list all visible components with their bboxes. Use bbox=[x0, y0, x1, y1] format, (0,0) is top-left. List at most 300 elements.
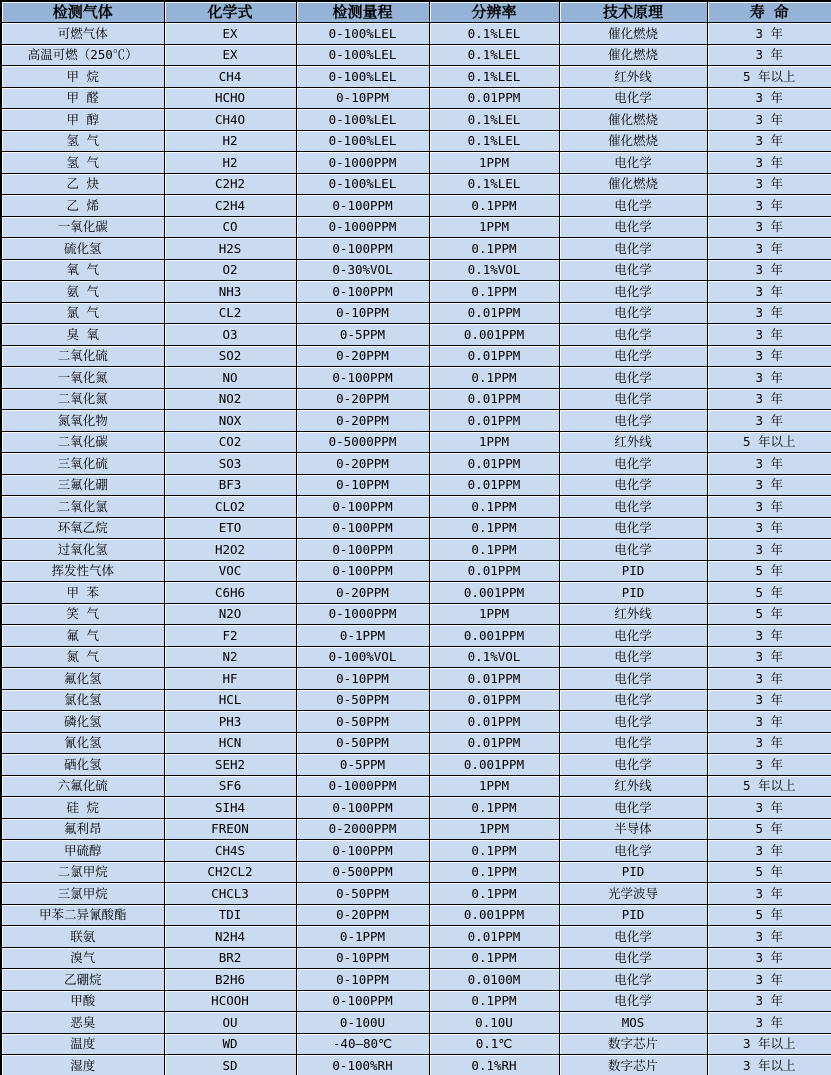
table-cell: 电化学 bbox=[559, 797, 707, 819]
table-cell: 0-20PPM bbox=[296, 388, 429, 410]
table-cell: 0-1000PPM bbox=[296, 603, 429, 625]
table-cell: 0-1000PPM bbox=[296, 216, 429, 238]
table-cell: 3 年 bbox=[707, 926, 831, 948]
table-row bbox=[1, 195, 831, 217]
table-cell: 3 年 bbox=[707, 302, 831, 324]
table-cell: 红外线 bbox=[559, 775, 707, 797]
table-row bbox=[1, 496, 831, 518]
table-cell: 0.01PPM bbox=[429, 474, 559, 496]
table-cell: 0-20PPM bbox=[296, 904, 429, 926]
table-cell: 电化学 bbox=[559, 496, 707, 518]
table-cell: 0-10PPM bbox=[296, 302, 429, 324]
table-cell: FREON bbox=[164, 818, 296, 840]
table-cell: 0.1PPM bbox=[429, 990, 559, 1012]
table-cell: 0-100%LEL bbox=[296, 66, 429, 88]
table-cell: 0-100PPM bbox=[296, 195, 429, 217]
table-cell: 3 年 bbox=[707, 732, 831, 754]
table-row bbox=[1, 23, 831, 45]
table-cell: 0-100PPM bbox=[296, 238, 429, 260]
table-cell: 3 年 bbox=[707, 711, 831, 733]
table-cell: 磷化氢 bbox=[1, 711, 164, 733]
table-cell: 电化学 bbox=[559, 668, 707, 690]
table-cell: ETO bbox=[164, 517, 296, 539]
table-cell: TDI bbox=[164, 904, 296, 926]
table-row bbox=[1, 345, 831, 367]
table-cell: 电化学 bbox=[559, 367, 707, 389]
table-row bbox=[1, 216, 831, 238]
table-row bbox=[1, 990, 831, 1012]
table-cell: 3 年 bbox=[707, 990, 831, 1012]
table-row bbox=[1, 281, 831, 303]
table-cell: 0.1%LEL bbox=[429, 130, 559, 152]
table-cell: 0.01PPM bbox=[429, 302, 559, 324]
table-row bbox=[1, 797, 831, 819]
table-cell: 0.01PPM bbox=[429, 732, 559, 754]
table-cell: 3 年 bbox=[707, 754, 831, 776]
table-cell: 0.1PPM bbox=[429, 367, 559, 389]
column-header-2: 检测量程 bbox=[296, 1, 429, 23]
table-cell: 3 年 bbox=[707, 474, 831, 496]
table-cell: 0-5000PPM bbox=[296, 431, 429, 453]
table-cell: PID bbox=[559, 904, 707, 926]
table-cell: 3 年 bbox=[707, 324, 831, 346]
table-cell: CO bbox=[164, 216, 296, 238]
table-cell: C6H6 bbox=[164, 582, 296, 604]
table-cell: SIH4 bbox=[164, 797, 296, 819]
table-row bbox=[1, 388, 831, 410]
table-cell: 0-50PPM bbox=[296, 689, 429, 711]
table-cell: 氰化氢 bbox=[1, 732, 164, 754]
table-cell: 0-100%LEL bbox=[296, 130, 429, 152]
table-cell: 0-1PPM bbox=[296, 926, 429, 948]
table-cell: 0-10PPM bbox=[296, 947, 429, 969]
table-cell: 三氟化硼 bbox=[1, 474, 164, 496]
table-cell: 0-100PPM bbox=[296, 496, 429, 518]
table-cell: PID bbox=[559, 560, 707, 582]
table-row bbox=[1, 904, 831, 926]
table-cell: 0.01PPM bbox=[429, 87, 559, 109]
table-cell: 氟 气 bbox=[1, 625, 164, 647]
table-cell: 电化学 bbox=[559, 517, 707, 539]
table-cell: 3 年 bbox=[707, 173, 831, 195]
table-cell: 0.01PPM bbox=[429, 926, 559, 948]
table-cell: 0.1%LEL bbox=[429, 173, 559, 195]
table-cell: 0.1%RH bbox=[429, 1055, 559, 1075]
table-cell: 0-100%LEL bbox=[296, 109, 429, 131]
table-cell: 0-100%VOL bbox=[296, 646, 429, 668]
table-cell: NO bbox=[164, 367, 296, 389]
table-cell: 3 年 bbox=[707, 947, 831, 969]
table-cell: 电化学 bbox=[559, 388, 707, 410]
table-cell: 0-10PPM bbox=[296, 969, 429, 991]
table-cell: 电化学 bbox=[559, 689, 707, 711]
table-cell: 0.1%LEL bbox=[429, 66, 559, 88]
table-cell: 电化学 bbox=[559, 152, 707, 174]
table-cell: 3 年 bbox=[707, 238, 831, 260]
table-cell: 催化燃烧 bbox=[559, 109, 707, 131]
table-cell: 恶臭 bbox=[1, 1012, 164, 1034]
table-cell: 甲硫醇 bbox=[1, 840, 164, 862]
table-row bbox=[1, 431, 831, 453]
table-cell: 乙 烯 bbox=[1, 195, 164, 217]
table-cell: 5 年 bbox=[707, 582, 831, 604]
table-cell: 电化学 bbox=[559, 345, 707, 367]
table-cell: 0-100PPM bbox=[296, 840, 429, 862]
table-cell: 催化燃烧 bbox=[559, 173, 707, 195]
table-row bbox=[1, 1033, 831, 1055]
table-row bbox=[1, 453, 831, 475]
table-cell: H2O2 bbox=[164, 539, 296, 561]
table-cell: 红外线 bbox=[559, 431, 707, 453]
table-cell: 3 年 bbox=[707, 23, 831, 45]
table-cell: 挥发性气体 bbox=[1, 560, 164, 582]
table-cell: 电化学 bbox=[559, 259, 707, 281]
table-cell: 5 年 bbox=[707, 560, 831, 582]
table-cell: 0.001PPM bbox=[429, 582, 559, 604]
table-cell: 0.1PPM bbox=[429, 238, 559, 260]
table-cell: 0-10PPM bbox=[296, 474, 429, 496]
table-cell: MOS bbox=[559, 1012, 707, 1034]
table-cell: BF3 bbox=[164, 474, 296, 496]
table-cell: 溴气 bbox=[1, 947, 164, 969]
table-cell: 3 年 bbox=[707, 345, 831, 367]
table-row bbox=[1, 668, 831, 690]
table-cell: CH2CL2 bbox=[164, 861, 296, 883]
table-cell: H2 bbox=[164, 130, 296, 152]
table-cell: 0-20PPM bbox=[296, 453, 429, 475]
table-cell: 3 年 bbox=[707, 130, 831, 152]
table-cell: 0.1%LEL bbox=[429, 44, 559, 66]
table-cell: 5 年 bbox=[707, 603, 831, 625]
table-cell: 0.1%VOL bbox=[429, 259, 559, 281]
table-cell: 二氧化碳 bbox=[1, 431, 164, 453]
table-row bbox=[1, 302, 831, 324]
table-row bbox=[1, 173, 831, 195]
table-cell: SEH2 bbox=[164, 754, 296, 776]
table-cell: 3 年 bbox=[707, 44, 831, 66]
table-cell: 0-10PPM bbox=[296, 668, 429, 690]
table-cell: CO2 bbox=[164, 431, 296, 453]
column-header-5: 寿 命 bbox=[707, 1, 831, 23]
table-cell: 硫化氢 bbox=[1, 238, 164, 260]
table-row bbox=[1, 883, 831, 905]
table-cell: 3 年 bbox=[707, 689, 831, 711]
table-cell: 0.1PPM bbox=[429, 539, 559, 561]
table-cell: 3 年 bbox=[707, 367, 831, 389]
table-cell: 0-2000PPM bbox=[296, 818, 429, 840]
table-cell: 0.1%LEL bbox=[429, 23, 559, 45]
table-cell: N2H4 bbox=[164, 926, 296, 948]
table-cell: 3 年 bbox=[707, 646, 831, 668]
table-cell: 联氨 bbox=[1, 926, 164, 948]
table-row bbox=[1, 775, 831, 797]
table-cell: 二氧化硫 bbox=[1, 345, 164, 367]
table-cell: CHCL3 bbox=[164, 883, 296, 905]
table-cell: 3 年 bbox=[707, 539, 831, 561]
table-cell: 3 年 bbox=[707, 625, 831, 647]
table-cell: 0-100PPM bbox=[296, 517, 429, 539]
table-cell: HCL bbox=[164, 689, 296, 711]
table-cell: 0.1%VOL bbox=[429, 646, 559, 668]
table-cell: 1PPM bbox=[429, 603, 559, 625]
table-cell: 3 年 bbox=[707, 496, 831, 518]
table-cell: 六氟化硫 bbox=[1, 775, 164, 797]
table-cell: 0-20PPM bbox=[296, 582, 429, 604]
table-cell: 0.1PPM bbox=[429, 195, 559, 217]
table-row bbox=[1, 711, 831, 733]
table-cell: 0-100PPM bbox=[296, 367, 429, 389]
table-cell: 0.1PPM bbox=[429, 797, 559, 819]
table-row bbox=[1, 259, 831, 281]
table-cell: 氟化氢 bbox=[1, 668, 164, 690]
table-cell: SO2 bbox=[164, 345, 296, 367]
table-cell: 0.01PPM bbox=[429, 711, 559, 733]
table-cell: 0.1PPM bbox=[429, 517, 559, 539]
table-cell: 电化学 bbox=[559, 474, 707, 496]
table-cell: CH4O bbox=[164, 109, 296, 131]
table-cell: 0-100PPM bbox=[296, 797, 429, 819]
table-cell: 乙 炔 bbox=[1, 173, 164, 195]
table-cell: 催化燃烧 bbox=[559, 44, 707, 66]
table-cell: 电化学 bbox=[559, 539, 707, 561]
table-row bbox=[1, 324, 831, 346]
table-cell: 3 年 bbox=[707, 668, 831, 690]
table-cell: 红外线 bbox=[559, 603, 707, 625]
table-cell: 0-100%LEL bbox=[296, 44, 429, 66]
table-cell: 电化学 bbox=[559, 840, 707, 862]
table-cell: 氧 气 bbox=[1, 259, 164, 281]
table-cell: OU bbox=[164, 1012, 296, 1034]
table-body bbox=[1, 23, 831, 1075]
table-cell: 电化学 bbox=[559, 969, 707, 991]
table-cell: 0-100U bbox=[296, 1012, 429, 1034]
table-row bbox=[1, 625, 831, 647]
table-cell: HF bbox=[164, 668, 296, 690]
table-cell: 3 年 bbox=[707, 87, 831, 109]
table-row bbox=[1, 1012, 831, 1034]
table-cell: 0-1000PPM bbox=[296, 775, 429, 797]
table-cell: HCHO bbox=[164, 87, 296, 109]
table-cell: 电化学 bbox=[559, 926, 707, 948]
table-cell: 0.001PPM bbox=[429, 754, 559, 776]
table-cell: 3 年 bbox=[707, 259, 831, 281]
table-cell: 电化学 bbox=[559, 711, 707, 733]
table-cell: 硅 烷 bbox=[1, 797, 164, 819]
table-row bbox=[1, 410, 831, 432]
table-cell: 0.01PPM bbox=[429, 453, 559, 475]
table-cell: 0-100PPM bbox=[296, 990, 429, 1012]
table-cell: 0-20PPM bbox=[296, 410, 429, 432]
table-cell: 电化学 bbox=[559, 453, 707, 475]
table-cell: 电化学 bbox=[559, 947, 707, 969]
table-row bbox=[1, 560, 831, 582]
table-cell: 1PPM bbox=[429, 152, 559, 174]
table-cell: 电化学 bbox=[559, 646, 707, 668]
table-cell: 3 年 bbox=[707, 281, 831, 303]
table-cell: 氯化氢 bbox=[1, 689, 164, 711]
table-cell: 0-50PPM bbox=[296, 883, 429, 905]
table-cell: 0.1PPM bbox=[429, 496, 559, 518]
table-cell: 光学波导 bbox=[559, 883, 707, 905]
table-cell: 0.01PPM bbox=[429, 668, 559, 690]
table-cell: 3 年 bbox=[707, 517, 831, 539]
table-cell: 1PPM bbox=[429, 431, 559, 453]
table-row bbox=[1, 689, 831, 711]
table-row bbox=[1, 818, 831, 840]
table-cell: 温度 bbox=[1, 1033, 164, 1055]
table-cell: 数字芯片 bbox=[559, 1033, 707, 1055]
table-cell: 甲 苯 bbox=[1, 582, 164, 604]
table-cell: 3 年 bbox=[707, 840, 831, 862]
table-row bbox=[1, 582, 831, 604]
table-cell: 0.1PPM bbox=[429, 281, 559, 303]
table-row bbox=[1, 474, 831, 496]
table-cell: 0-50PPM bbox=[296, 711, 429, 733]
table-cell: NO2 bbox=[164, 388, 296, 410]
table-cell: 一氧化碳 bbox=[1, 216, 164, 238]
table-cell: 0.01PPM bbox=[429, 345, 559, 367]
table-cell: VOC bbox=[164, 560, 296, 582]
table-cell: NOX bbox=[164, 410, 296, 432]
table-cell: CH4S bbox=[164, 840, 296, 862]
table-cell: 电化学 bbox=[559, 990, 707, 1012]
table-cell: 电化学 bbox=[559, 302, 707, 324]
table-cell: 氢 气 bbox=[1, 152, 164, 174]
table-cell: N2 bbox=[164, 646, 296, 668]
table-cell: 0-10PPM bbox=[296, 87, 429, 109]
table-row bbox=[1, 517, 831, 539]
table-cell: 1PPM bbox=[429, 818, 559, 840]
table-cell: 高温可燃（250℃） bbox=[1, 44, 164, 66]
table-cell: 0.01PPM bbox=[429, 560, 559, 582]
table-cell: 氨 气 bbox=[1, 281, 164, 303]
table-cell: F2 bbox=[164, 625, 296, 647]
table-row bbox=[1, 238, 831, 260]
table-cell: 乙硼烷 bbox=[1, 969, 164, 991]
table-cell: 3 年 bbox=[707, 152, 831, 174]
table-cell: 电化学 bbox=[559, 87, 707, 109]
table-cell: 3 年 bbox=[707, 969, 831, 991]
table-row bbox=[1, 1055, 831, 1075]
table-cell: 0-100%LEL bbox=[296, 23, 429, 45]
table-row bbox=[1, 44, 831, 66]
table-cell: 0-5PPM bbox=[296, 324, 429, 346]
table-cell: 红外线 bbox=[559, 66, 707, 88]
table-cell: 电化学 bbox=[559, 238, 707, 260]
table-row bbox=[1, 754, 831, 776]
table-cell: H2S bbox=[164, 238, 296, 260]
table-cell: 1PPM bbox=[429, 775, 559, 797]
table-row bbox=[1, 109, 831, 131]
table-cell: 催化燃烧 bbox=[559, 23, 707, 45]
table-cell: 甲 醛 bbox=[1, 87, 164, 109]
table-cell: 电化学 bbox=[559, 625, 707, 647]
table-cell: SO3 bbox=[164, 453, 296, 475]
table-row bbox=[1, 130, 831, 152]
table-cell: EX bbox=[164, 44, 296, 66]
table-cell: SF6 bbox=[164, 775, 296, 797]
table-cell: 3 年 bbox=[707, 410, 831, 432]
table-cell: 三氯甲烷 bbox=[1, 883, 164, 905]
table-cell: 环氧乙烷 bbox=[1, 517, 164, 539]
table-cell: WD bbox=[164, 1033, 296, 1055]
column-header-4: 技术原理 bbox=[559, 1, 707, 23]
table-cell: 二氧化氮 bbox=[1, 388, 164, 410]
table-cell: 0.1PPM bbox=[429, 861, 559, 883]
table-cell: PID bbox=[559, 582, 707, 604]
table-row bbox=[1, 603, 831, 625]
table-row bbox=[1, 947, 831, 969]
table-cell: 3 年 bbox=[707, 797, 831, 819]
table-cell: 电化学 bbox=[559, 216, 707, 238]
table-row bbox=[1, 861, 831, 883]
table-cell: 可燃气体 bbox=[1, 23, 164, 45]
table-cell: 5 年 bbox=[707, 861, 831, 883]
table-cell: 5 年以上 bbox=[707, 775, 831, 797]
column-header-1: 化学式 bbox=[164, 1, 296, 23]
table-cell: 0-1PPM bbox=[296, 625, 429, 647]
table-row bbox=[1, 87, 831, 109]
table-cell: 二氯甲烷 bbox=[1, 861, 164, 883]
table-cell: 数字芯片 bbox=[559, 1055, 707, 1075]
table-cell: 5 年 bbox=[707, 904, 831, 926]
table-row bbox=[1, 152, 831, 174]
table-cell: 氮氧化物 bbox=[1, 410, 164, 432]
table-cell: 0-5PPM bbox=[296, 754, 429, 776]
table-cell: 0.1PPM bbox=[429, 840, 559, 862]
table-cell: 氯 气 bbox=[1, 302, 164, 324]
table-cell: O3 bbox=[164, 324, 296, 346]
table-cell: 3 年 bbox=[707, 453, 831, 475]
table-cell: 3 年 bbox=[707, 109, 831, 131]
table-cell: 5 年以上 bbox=[707, 431, 831, 453]
table-cell: BR2 bbox=[164, 947, 296, 969]
table-cell: 0-100%LEL bbox=[296, 173, 429, 195]
table-cell: 5 年 bbox=[707, 818, 831, 840]
table-cell: 0.01PPM bbox=[429, 388, 559, 410]
table-cell: 0.1PPM bbox=[429, 883, 559, 905]
table-cell: 氟利昂 bbox=[1, 818, 164, 840]
table-cell: PH3 bbox=[164, 711, 296, 733]
table-cell: 0.001PPM bbox=[429, 625, 559, 647]
table-cell: 甲 烷 bbox=[1, 66, 164, 88]
table-cell: 0-100PPM bbox=[296, 539, 429, 561]
table-cell: H2 bbox=[164, 152, 296, 174]
table-cell: 0-100PPM bbox=[296, 560, 429, 582]
table-cell: O2 bbox=[164, 259, 296, 281]
table-cell: 电化学 bbox=[559, 195, 707, 217]
table-row bbox=[1, 969, 831, 991]
table-cell: 电化学 bbox=[559, 324, 707, 346]
table-cell: EX bbox=[164, 23, 296, 45]
table-cell: CL2 bbox=[164, 302, 296, 324]
table-cell: C2H2 bbox=[164, 173, 296, 195]
table-cell: 电化学 bbox=[559, 410, 707, 432]
table-cell: 0.001PPM bbox=[429, 324, 559, 346]
table-cell: 一氧化氮 bbox=[1, 367, 164, 389]
table-cell: 5 年以上 bbox=[707, 66, 831, 88]
table-cell: CH4 bbox=[164, 66, 296, 88]
table-cell: -40—80℃ bbox=[296, 1033, 429, 1055]
column-header-0: 检测气体 bbox=[1, 1, 164, 23]
table-cell: 氮 气 bbox=[1, 646, 164, 668]
table-cell: 0.01PPM bbox=[429, 410, 559, 432]
table-cell: HCN bbox=[164, 732, 296, 754]
table-cell: 0.1%LEL bbox=[429, 109, 559, 131]
table-cell: 湿度 bbox=[1, 1055, 164, 1075]
table-cell: 0-500PPM bbox=[296, 861, 429, 883]
table-cell: 0-100PPM bbox=[296, 281, 429, 303]
